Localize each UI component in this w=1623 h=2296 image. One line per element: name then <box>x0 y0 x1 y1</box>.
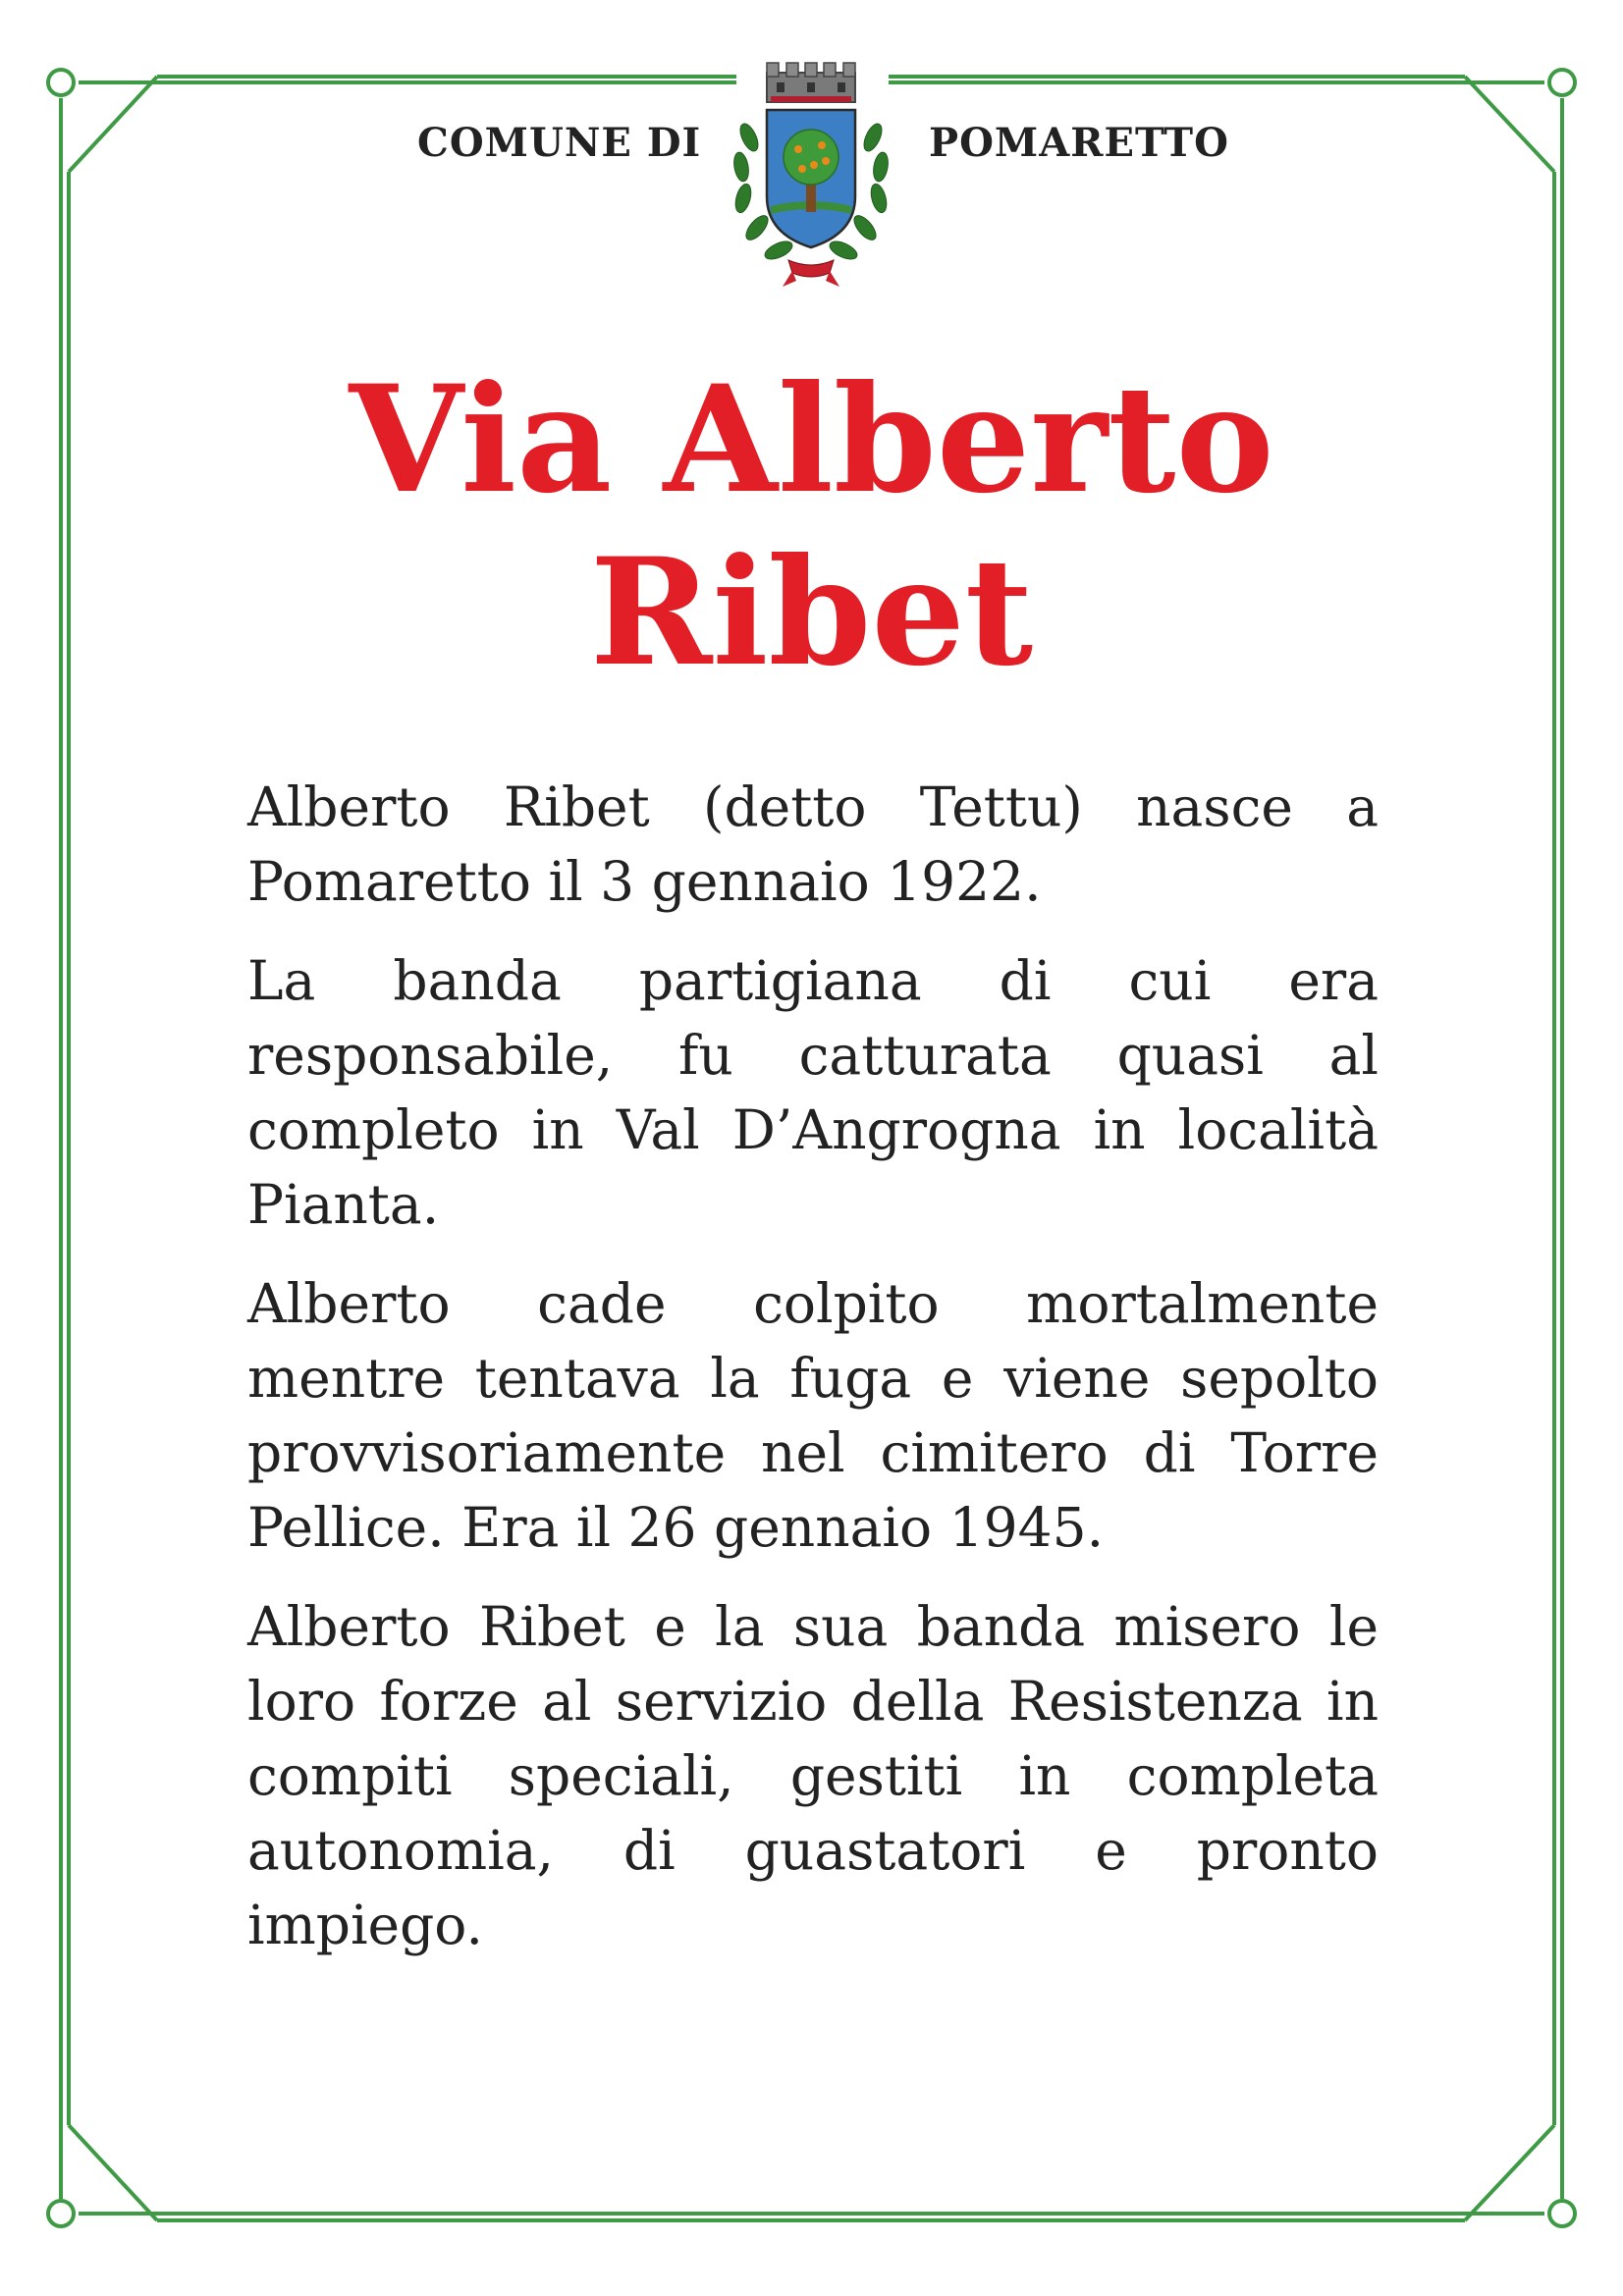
title-line-2: Ribet <box>589 526 1034 699</box>
page-title <box>196 353 1427 699</box>
coat-of-arms-icon <box>720 59 902 296</box>
paragraph-1: Alberto Ribet (detto Tettu) nasce a Pomaretto il 3 gennaio 1922. <box>247 775 1379 913</box>
header-right-text: POMARETTO <box>929 120 1229 166</box>
title-line-1: Via Alberto <box>349 353 1274 526</box>
body-text <box>247 770 1379 1987</box>
paragraph-3: Alberto cade colpito mortalmente mentre tentava la fuga e viene sepolto provvisoriamente nel cimitero di Torre Pellice. Era il 26 gennaio 1945. <box>247 1272 1379 1559</box>
header-left-text: COMUNE DI <box>417 120 702 166</box>
paragraph-4: Alberto Ribet e la sua banda misero le loro forze al servizio della Resistenza in compiti speciali, gestiti in completa autonomia, di guastatori e pronto impiego. <box>247 1595 1379 1956</box>
paragraph-2: La banda partigiana di cui era responsabile, fu catturata quasi al completo in Val D’Angrogna in località Pianta. <box>247 949 1379 1236</box>
